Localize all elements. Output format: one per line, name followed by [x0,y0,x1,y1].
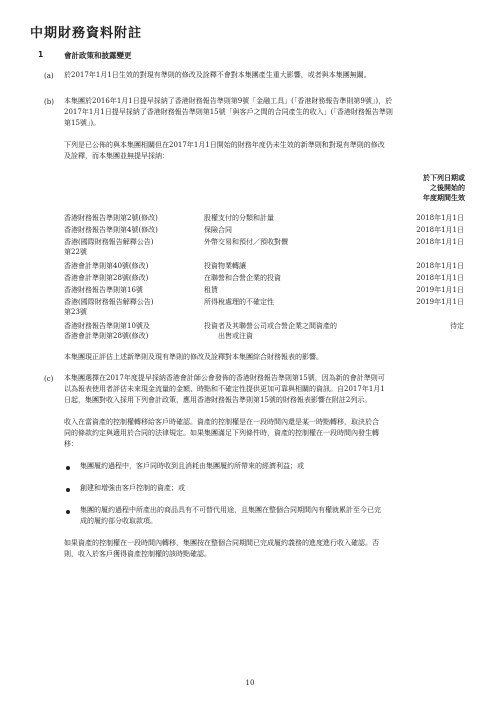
subject-cell: 在聯營和合營企業的投資 [204,274,281,282]
standard-line: 香港(國際財務報告解釋公告) [64,298,154,306]
standard-line: 第23號 [64,308,87,316]
subject-cell: 外幣交易和預付／預收對價 [204,238,288,246]
subject-cell: 投資物業轉讓 [204,262,246,270]
subject-cell: 租賃 [204,286,218,294]
bullet-text: 創建和增強由客戶控制的資產；或 [80,484,185,492]
standard-cell [64,237,204,257]
para-c-line: 日起，集團對收入採用下列會計政策，應用香港財務報告準則第15號的財務報表影響在附註2列示。 [64,396,372,404]
bullet-text: 集團履約過程中，客戶同時收到且消耗由集團履約所帶來的經濟利益；或 [80,462,304,470]
table-header [370,173,465,203]
para-a-text: 於2017年1月1日生效的對現有準則的修改及詮釋不會對本集團產生重大影響，或者與本集團無關。 [64,71,371,79]
subject-cell [204,321,404,341]
subject-cell: 所得稅處理的不確定性 [204,298,274,306]
section-title: 會計政策和披露變更 [64,51,132,60]
table-row [64,297,464,317]
date-cell: 2019年1月1日 [416,286,464,294]
bullet-icon [66,466,70,470]
standard-line: 第22號 [64,248,87,256]
bullet-icon [66,488,70,492]
para-a-label: (a) [44,72,54,80]
bullet-text: 成的履約部分收取款項。 [80,517,157,525]
para-c-line: 收入在當資產的控制權轉移給客戶時確認。資產的控制權是在一段時間內還是某一時點轉移，取決於合 [64,418,379,426]
para-c-line: 移： [64,440,78,448]
closing-line: 如果資產的控制權在一段時間內轉移，集團按在整個合同期間已完成履約義務的進度進行收入確認。否 [64,539,379,547]
standard-line: 香港會計準則第28號(修改) [64,332,149,340]
para-b-line: 本集團於2016年1月1日提早採納了香港財務報告準則第9號「金融工具」(「香港財務報告準則第9號」)，於 [64,97,393,105]
para-b-intro: 下列是已公佈的與本集團相關但在2017年1月1日開始的財務年度仍未生效的新準則和對現有準則的修改 [64,141,385,149]
standard-cell: 香港會計準則第28號(修改) [64,274,149,282]
standard-cell: 香港財務報告準則第16號 [64,286,143,294]
standard-line: 香港財務報告準則第10號及 [64,322,150,330]
date-cell: 2018年1月1日 [416,262,464,270]
subject-cell: 保險合同 [204,226,232,234]
closing-line: 則，收入於客戶獲得資產控制權的該時點確認。 [64,550,211,558]
date-cell: 2018年1月1日 [416,274,464,282]
table-row [64,237,464,257]
standard-cell [64,297,204,317]
date-cell: 2019年1月1日 [416,298,464,306]
para-b-label: (b) [44,98,54,106]
bullet-icon [66,510,70,514]
para-b-line: 第15號」)。 [64,119,101,127]
table-header-line: 於下列日期或 [423,174,465,182]
para-c-line: 同的條款約定與適用於合同的法律規定。如果集團滿足下列條件時，資產的控制權在一段時間內發生轉 [64,429,379,437]
assessment-text: 本集團現正評估上述新準則及現有準則的修改及詮釋對本集團綜合財務報表的影響。 [64,353,323,361]
standard-line: 香港(國際財務報告解釋公告) [64,238,154,246]
page-title: 中期財務資料附註 [30,26,143,41]
section-number: 1 [38,50,44,59]
table-header-line: 之後開始的 [430,184,465,192]
subject-line: 投資者及其聯營公司或合營企業之間資產的 [204,322,337,330]
subject-cell: 股權支付的分類和計量 [204,214,274,222]
standard-cell [64,321,204,341]
table-header-line: 年度期間生效 [423,194,465,202]
date-cell: 2018年1月1日 [416,238,464,246]
date-cell: 2018年1月1日 [416,226,464,234]
para-b-line: 2017年1月1日提早採納了香港財務報告準則第15號「與客戶之間的合同產生的收入」(「香港財務報告準則 [64,108,393,116]
subject-line: 出售或注資 [218,332,253,340]
date-cell: 2018年1月1日 [416,214,464,222]
para-c-line: 本集團選擇在2017年度提早採納香港會計師公會發佈的香港財務報告準則第15號，因為新的會計準則可 [64,374,385,382]
page-number: 10 [245,679,255,687]
para-c-label: (c) [44,375,54,383]
bullet-text: 集團的履約過程中所產出的商品具有不可替代用途，且集團在整個合同期間內有權就累計至今已完 [80,506,381,514]
date-cell: 待定 [450,322,464,330]
standard-cell: 香港會計準則第40號(修改) [64,262,149,270]
para-c-line: 以為報表使用者評估未來現金流量的金額、時點和不確定性提供更加可靠與相關的資訊。自2017年1月1 [64,385,385,393]
standard-cell: 香港財務報告準則第2號(修改) [64,214,158,222]
table-row [64,321,464,341]
standard-cell: 香港財務報告準則第4號(修改) [64,226,158,234]
para-b-intro: 及詮釋，而本集團並無提早採納： [64,152,169,160]
